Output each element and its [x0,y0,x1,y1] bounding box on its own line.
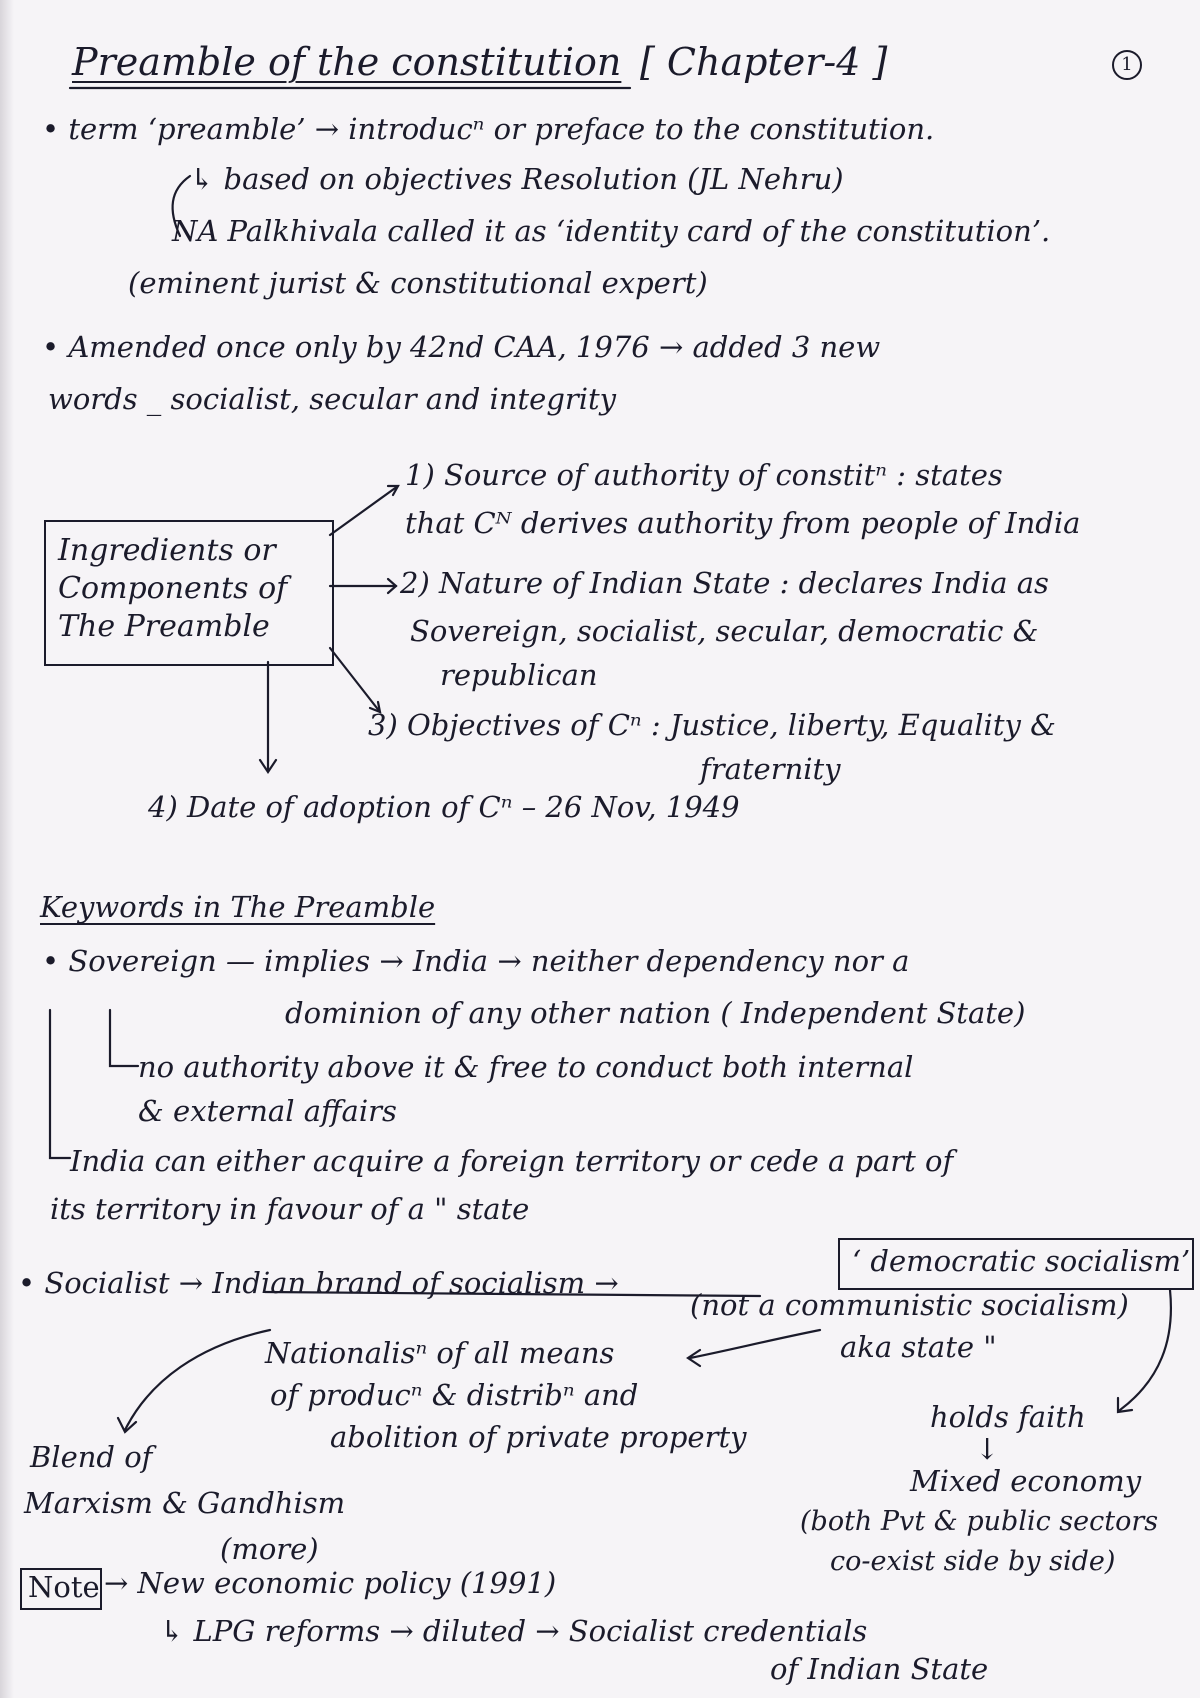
ingredients-box-line-3: The Preamble [58,609,270,644]
intro-line-1: • term ‘preamble’ → introducⁿ or preface to the constitution. [42,112,935,146]
ingredient-4: 4) Date of adoption of Cⁿ – 26 Nov, 1949 [148,790,740,824]
nationalisation-line-3: abolition of private property [330,1420,747,1454]
note-line-3: of Indian State [770,1652,989,1686]
ingredient-2-line-2: Sovereign, socialist, secular, democratic & [410,614,1039,648]
sovereign-line-3: no authority above it & free to conduct both internal [138,1050,914,1084]
keywords-heading: Keywords in The Preamble [40,890,436,924]
page-title: Preamble of the constitution [72,40,622,84]
socialist-line-1: • Socialist → Indian brand of socialism → [18,1266,619,1300]
sovereign-bracket-1 [110,1010,138,1066]
arrow-to-blend [125,1330,270,1430]
arrow-to-faith [1120,1290,1171,1410]
arrow-to-item-3 [330,648,380,712]
faith-line-1: holds faith [930,1400,1086,1434]
arrow-to-nationalisation [690,1330,820,1358]
arrow-to-item-1 [330,486,398,535]
nationalisation-line-2: of producⁿ & distribⁿ and [270,1378,639,1412]
note-line-2: ↳ LPG reforms → diluted → Socialist credentials [160,1614,868,1648]
sovereign-bracket-2 [50,1010,70,1158]
ingredient-2-line-1: 2) Nature of Indian State : declares India as [400,566,1049,600]
ingredient-3-line-2: fraternity [700,752,841,786]
bracket-curve [173,176,190,236]
ingredient-1-line-1: 1) Source of authority of constitⁿ : states [405,458,1003,492]
intro-line-3: NA Palkhivala called it as ‘identity card of the constitution’. [172,214,1051,248]
faith-line-2: Mixed economy [910,1464,1142,1498]
ingredients-box-line-1: Ingredients or [58,533,276,568]
blend-line-2: Marxism & Gandhism [24,1486,346,1520]
intro-line-4: (eminent jurist & constitutional expert) [128,266,708,300]
note-label: Note [28,1570,100,1604]
aka-state-socialism: aka state " [840,1330,997,1364]
ingredients-box-line-2: Components of [58,571,288,606]
page-number: 1 [1112,50,1142,80]
blend-line-1: Blend of [30,1440,153,1474]
intro-line-2: ↳ based on objectives Resolution (JL Nehru) [190,162,844,196]
sovereign-line-1: • Sovereign — implies → India → neither dependency nor a [42,944,910,978]
faith-line-4: co-exist side by side) [830,1546,1116,1577]
socialism-underline [265,1292,760,1296]
ingredient-3-line-1: 3) Objectives of Cⁿ : Justice, liberty, Equality & [368,708,1056,742]
note-line-1: → New economic policy (1991) [104,1566,557,1600]
nationalisation-line-1: Nationalisⁿ of all means [265,1336,615,1370]
ingredient-2-line-3: republican [440,658,598,692]
amendment-line-2: words _ socialist, secular and integrity [48,382,617,416]
faith-arrow: ↓ [975,1432,1000,1466]
sovereign-line-4: & external affairs [138,1094,397,1128]
communistic-socialism-note: (not a communistic socialism) [690,1288,1129,1322]
sovereign-line-5: India can either acquire a foreign territory or cede a part of [70,1144,954,1178]
sovereign-line-2: dominion of any other nation ( Independent State) [285,996,1026,1030]
democratic-socialism-text: ‘ democratic socialism’ [852,1244,1191,1278]
amendment-line-1: • Amended once only by 42nd CAA, 1976 → added 3 new [42,330,881,364]
blend-line-3: (more) [220,1532,319,1566]
ingredient-1-line-2: that Cᴺ derives authority from people of India [405,506,1081,540]
faith-line-3: (both Pvt & public sectors [800,1506,1159,1537]
chapter-label: [ Chapter-4 ] [640,40,888,84]
sovereign-line-6: its territory in favour of a " state [50,1192,530,1226]
